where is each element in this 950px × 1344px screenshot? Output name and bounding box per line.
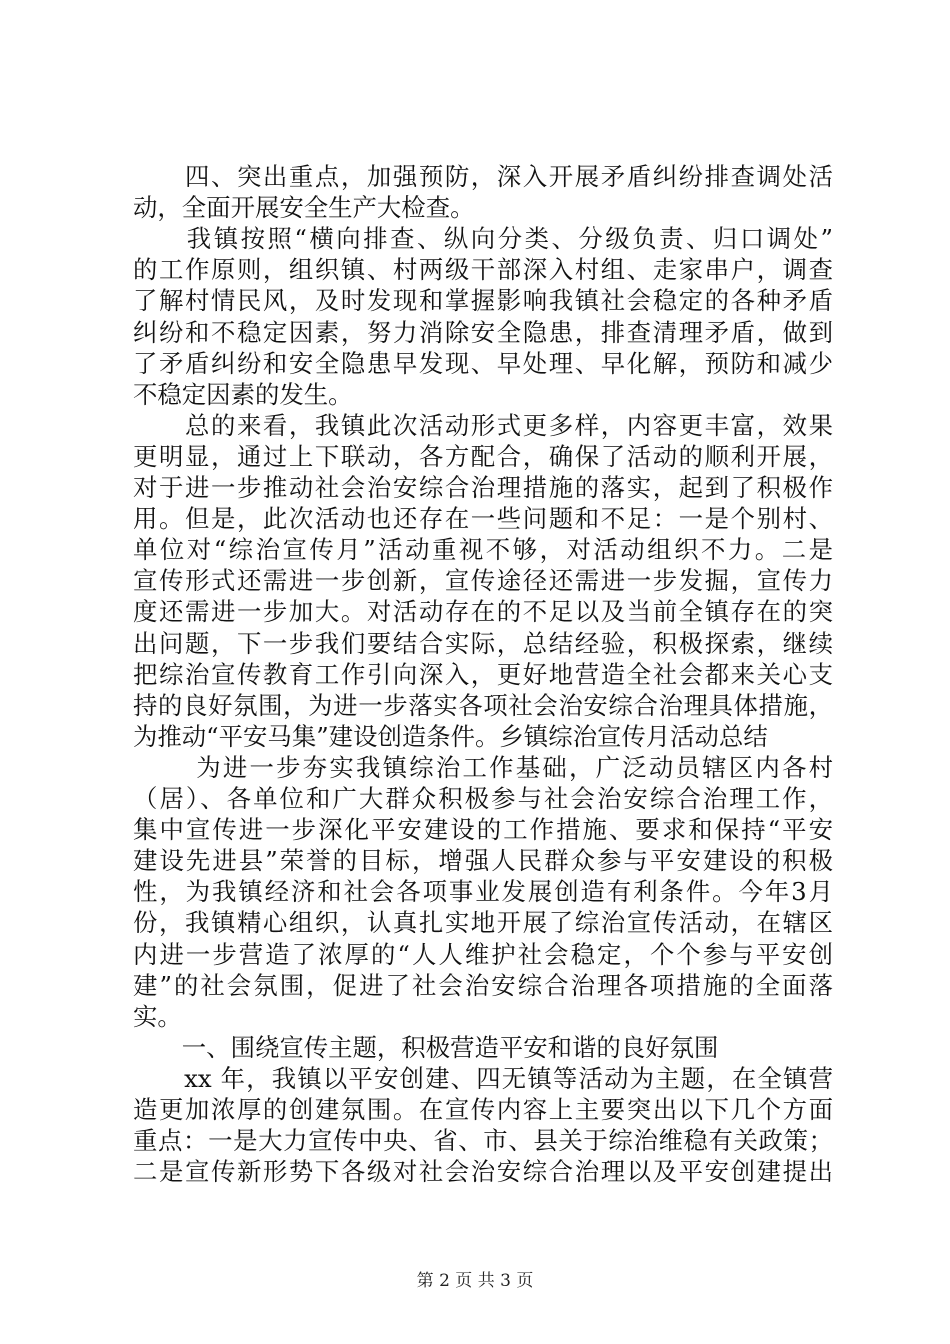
text-line: 建设先进县”荣誉的目标，增强人民群众参与平安建设的积极 (133, 846, 833, 876)
text-line: 更明显，通过上下联动，各方配合，确保了活动的顺利开展， (133, 441, 833, 471)
text-line: 动，全面开展安全生产大检查。 (133, 193, 475, 223)
text-line: xx 年，我镇以平安创建、四无镇等活动为主题，在全镇营 (133, 1063, 833, 1093)
text-line: 不稳定因素的发生。 (133, 379, 353, 409)
text-line: 宣传形式还需进一步创新，宣传途径还需进一步发掘，宣传力 (133, 566, 833, 596)
text-line: 了解村情民风，及时发现和掌握影响我镇社会稳定的各种矛盾 (133, 286, 833, 316)
text-line: 重点：一是大力宣传中央、省、市、县关于综治维稳有关政策； (133, 1126, 833, 1156)
text-line: 纠纷和不稳定因素，努力消除安全隐患，排查清理矛盾，做到 (133, 317, 833, 347)
text-line: 集中宣传进一步深化平安建设的工作措施、要求和保持“平安 (133, 815, 833, 845)
text-line: 总的来看，我镇此次活动形式更多样，内容更丰富，效果 (133, 410, 833, 440)
page-footer: 第 2 页 共 3 页 (416, 1271, 534, 1291)
text-line: 为进一步夯实我镇综治工作基础，广泛动员辖区内各村 (133, 752, 833, 782)
text-line: 实。 (133, 1001, 182, 1031)
text-line: （居）、各单位和广大群众积极参与社会治安综合治理工作， (133, 784, 833, 813)
text-line: 对于进一步推动社会治安综合治理措施的落实，起到了积极作 (133, 473, 833, 502)
text-line: 出问题，下一步我们要结合实际，总结经验，积极探索，继续 (133, 628, 833, 658)
text-line: 一、围绕宣传主题，积极营造平安和谐的良好氛围 (133, 1032, 719, 1062)
text-line: 建”的社会氛围，促进了社会治安综合治理各项措施的全面落 (133, 970, 833, 1000)
text-line: 的工作原则，组织镇、村两级干部深入村组、走家串户，调查 (133, 255, 833, 285)
text-line: 四、突出重点，加强预防，深入开展矛盾纠纷排查调处活 (133, 162, 833, 191)
text-line: 单位对“综治宣传月”活动重视不够，对活动组织不力。二是 (133, 535, 833, 565)
text-line: 内进一步营造了浓厚的“人人维护社会稳定，个个参与平安创 (133, 939, 833, 969)
text-line: 持的良好氛围，为进一步落实各项社会治安综合治理具体措施， (133, 690, 833, 720)
text-line: 度还需进一步加大。对活动存在的不足以及当前全镇存在的突 (133, 597, 833, 627)
text-line: 了矛盾纠纷和安全隐患早发现、早处理、早化解，预防和减少 (133, 348, 833, 378)
text-line: 份，我镇精心组织，认真扎实地开展了综治宣传活动，在辖区 (133, 908, 833, 938)
text-line: 用。但是，此次活动也还存在一些问题和不足：一是个别村、 (133, 504, 833, 534)
text-line: 把综治宣传教育工作引向深入，更好地营造全社会都来关心支 (133, 659, 833, 689)
text-line: 造更加浓厚的创建氛围。在宣传内容上主要突出以下几个方面 (133, 1095, 833, 1124)
text-line: 性，为我镇经济和社会各项事业发展创造有利条件。今年3月 (133, 877, 833, 907)
text-line: 二是宣传新形势下各级对社会治安综合治理以及平安创建提出 (133, 1157, 833, 1187)
text-line: 为推动“平安马集”建设创造条件。乡镇综治宣传月活动总结 (133, 721, 768, 751)
text-line: 我镇按照“横向排查、纵向分类、分级负责、归口调处” (133, 224, 833, 254)
